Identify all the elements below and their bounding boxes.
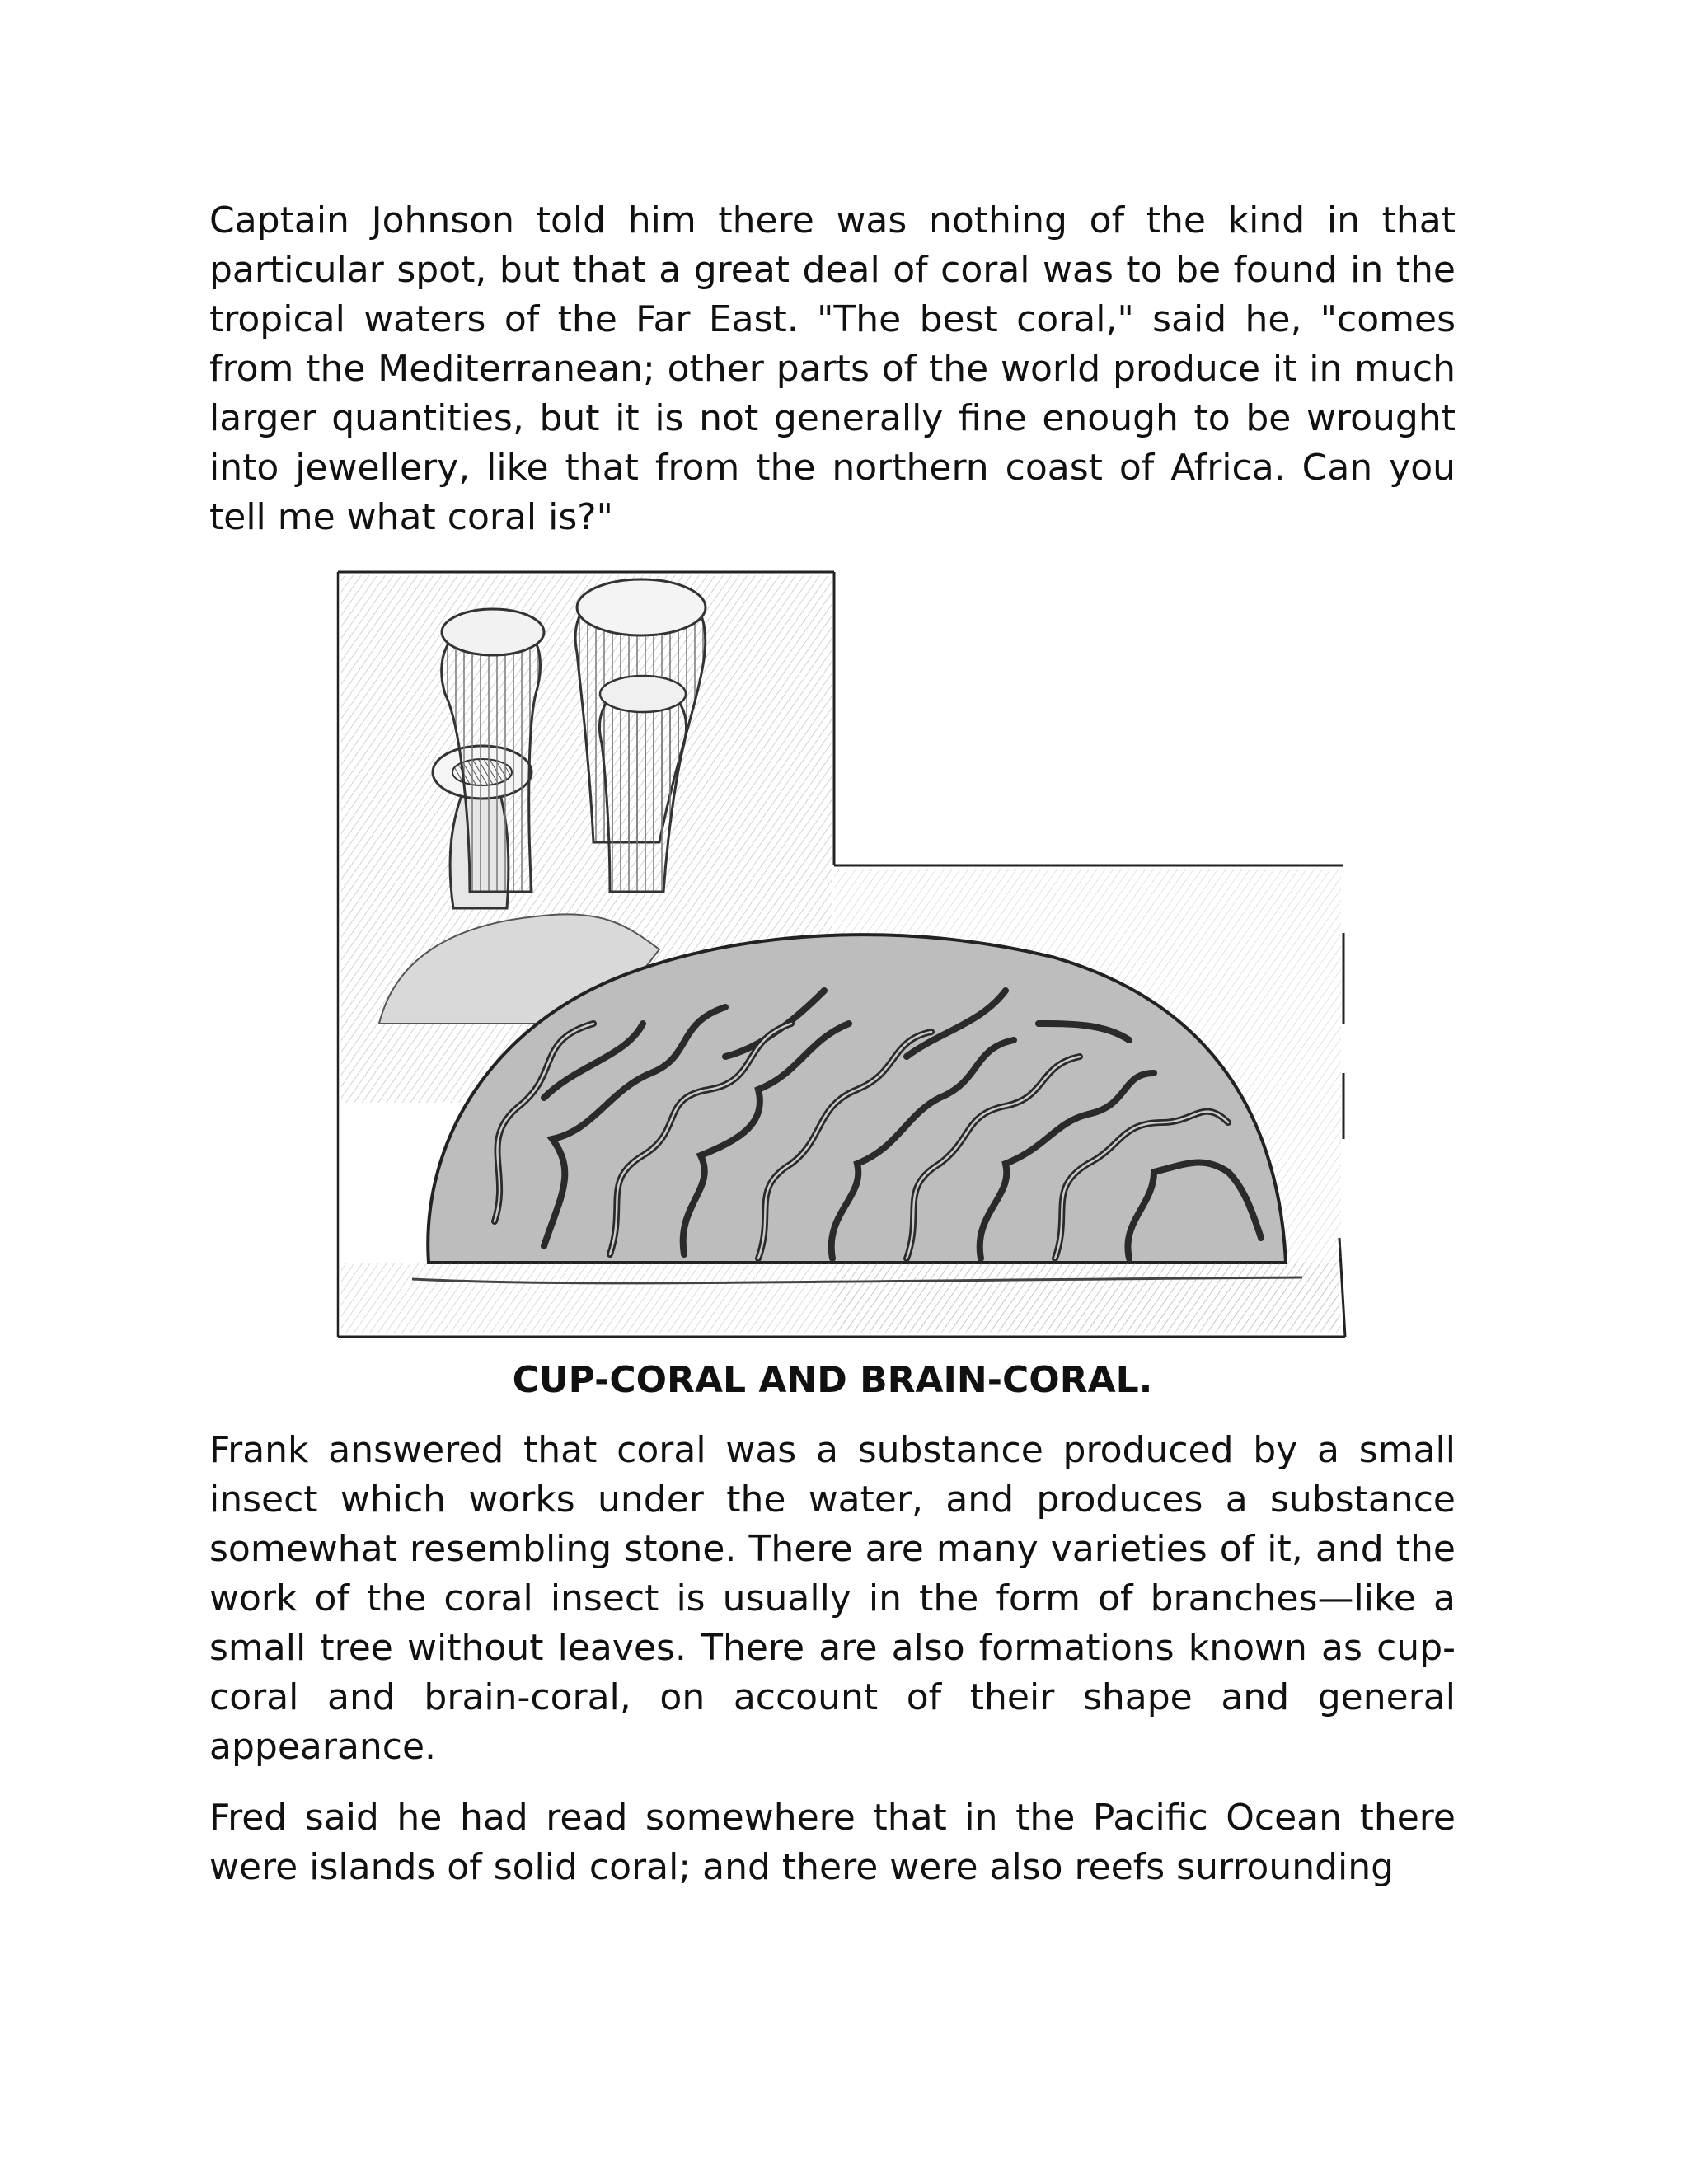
figure-caption: CUP-CORAL AND BRAIN-CORAL. <box>512 1359 1153 1401</box>
paragraph-frank-answered: Frank answered that coral was a substance produced by a small insect which works under the water, and produces a substance somewhat resembling stone. There are many varieties of it, and the work of the coral insect is usually in the form of branches—like a small tree without leaves. There are also formations known as cup-coral and brain-coral, on account of their shape and general appearance. <box>209 1429 1456 1768</box>
coral-illustration <box>330 562 1352 1345</box>
paragraph-fred-said: Fred said he had read somewhere that in the Pacific Ocean there were islands of solid coral; and there were also reefs surrounding <box>209 1797 1456 1888</box>
paragraph-captain-johnson: Captain Johnson told him there was nothing of the kind in that particular spot, but that a great deal of coral was to be found in the tropical waters of the Far East. "The best coral," said he, "comes from the Mediterranean; other parts of the world produce it in much larger quantities, but it is not generally fine enough to be wrought into jewellery, like that from the northern coast of Africa. Can you tell me what coral is?" <box>209 199 1456 538</box>
